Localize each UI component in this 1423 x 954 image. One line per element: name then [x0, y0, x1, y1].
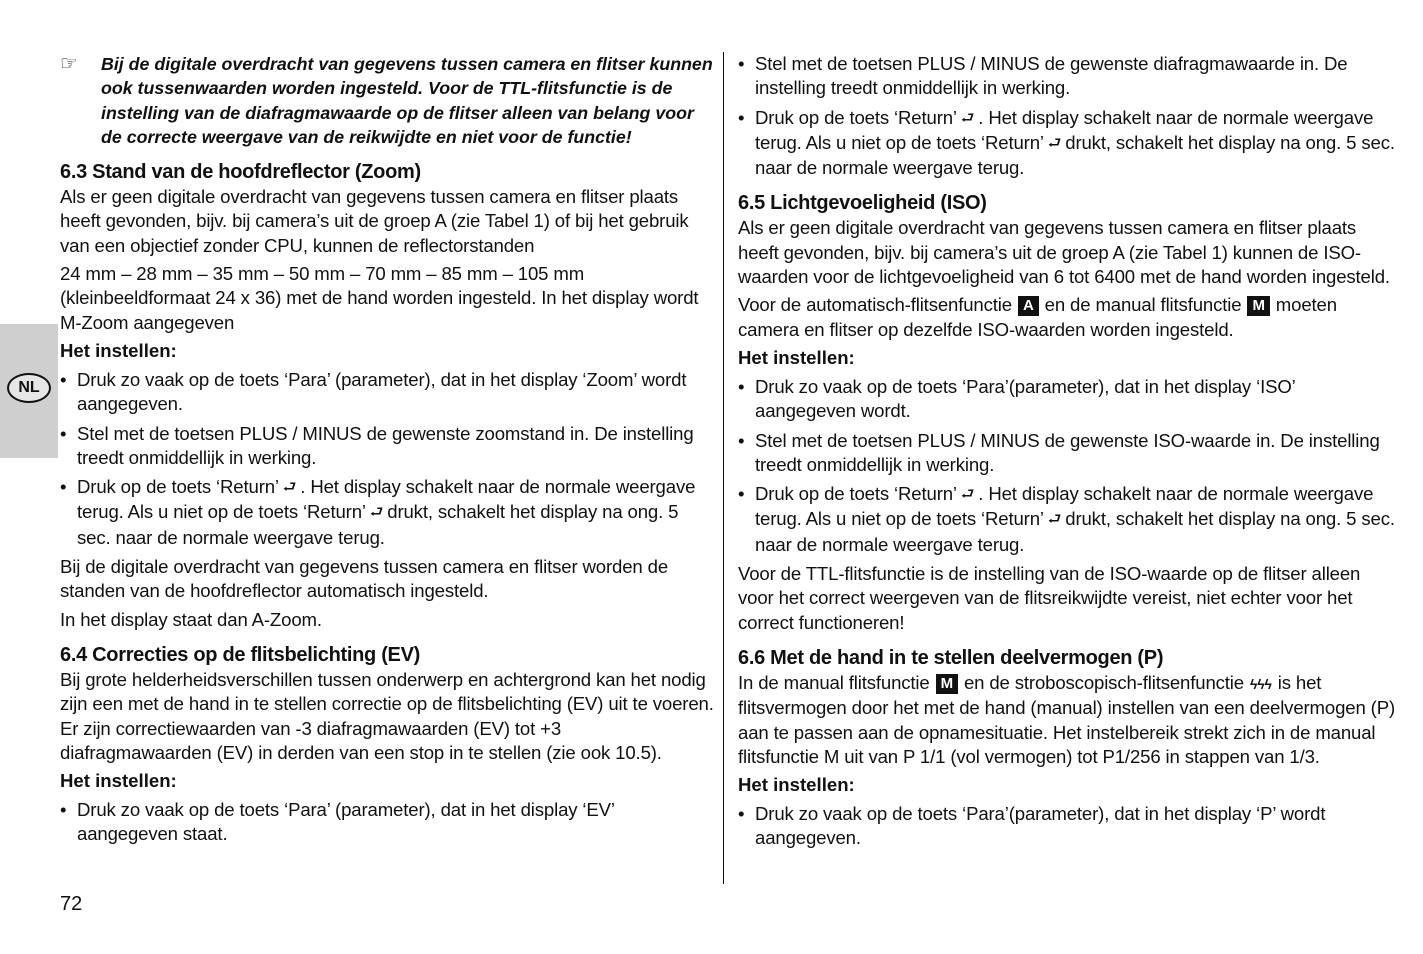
return-key-icon: ⮐: [1047, 134, 1062, 152]
list-item: • Stel met de toetsen PLUS / MINUS de gewenste zoomstand in. De instelling treedt onmiddellijk in werking.: [60, 422, 716, 471]
section-6-6-steps: [738, 802, 1398, 851]
continued-steps: [738, 52, 1398, 180]
section-6-5-steps: [738, 375, 1398, 557]
list-item-text: . Het display schakelt naar de normale weergave terug. Als u niet op de toets ‘Return’: [755, 106, 1374, 153]
section-6-5-title: 6.5 Lichtgevoeligheid (ISO): [738, 192, 987, 215]
section-6-6-paragraph-1: [738, 671, 1398, 769]
return-key-icon: ⮐: [282, 479, 297, 497]
section-6-3-paragraph-3: Bij de digitale overdracht van gegevens tussen camera en flitser worden de standen van de hoofdreflector automatisch ingesteld.: [60, 556, 669, 602]
list-item-text: . Het display schakelt naar de normale weergave terug. Als u niet op de toets ‘Return’: [755, 483, 1374, 530]
list-item: • Druk zo vaak op de toets ‘Para’ (parameter), dat in het display ‘EV’ aangegeven staat.: [60, 798, 716, 847]
list-item-text: . Het display schakelt naar de normale weergave terug. Als u niet op de toets ‘Return’: [77, 476, 696, 523]
section-6-4-steps: [60, 798, 716, 847]
paragraph-text: In de manual flitsfunctie: [738, 671, 930, 693]
section-6-5-paragraph-2: [738, 293, 1398, 342]
note-paragraph: [60, 52, 716, 149]
list-item: [738, 482, 1398, 557]
right-column: [738, 52, 1398, 856]
section-6-3-paragraph-2: 24 mm – 28 mm – 35 mm – 50 mm – 70 mm – 85 mm – 105 mm (kleinbeeldformaat 24 x 36) met de hand worden ingesteld. In het display wordt M-Zoom aangegeven: [60, 263, 699, 333]
paragraph-text: moeten camera en flitser op dezelfde ISO-waarden worden ingesteld.: [738, 294, 1337, 340]
note-text: Bij de digitale overdracht van gegevens tussen camera en flitser kunnen ook tussenwaarden worden ingesteld. Voor de TTL-flitsfunctie is de instelling van de diafragmawaarde op de flitser alleen van belang voor de correcte weergave van de reikwijdte en niet voor de functie!: [101, 54, 713, 147]
section-6-5-paragraph-1: Als er geen digitale overdracht van gegevens tussen camera en flitser plaats heeft gevonden, bijv. bij camera’s uit de groep A (zie Tabel 1) kunnen de ISO-waarden voor de lichtgevoeligheid van 6 tot 6400 met de hand worden ingesteld.: [738, 217, 1390, 288]
list-item: [738, 106, 1398, 181]
paragraph-text: en de manual flitsfunctie: [1044, 294, 1242, 316]
list-item-text: drukt, schakelt het display na ong. 5 sec. naar de normale weergave terug.: [755, 131, 1395, 179]
list-item: • Stel met de toetsen PLUS / MINUS de gewenste ISO-waarde in. De instelling treedt onmiddellijk in werking.: [738, 429, 1398, 478]
stroboscopic-flash-icon: ϟϟϟ: [1249, 675, 1272, 692]
section-6-5-subheading: Het instellen:: [738, 346, 855, 368]
return-key-icon: ⮐: [1047, 511, 1062, 529]
list-item: • Stel met de toetsen PLUS / MINUS de gewenste diafragmawaarde in. De instelling treedt onmiddellijk in werking.: [738, 52, 1398, 101]
return-key-icon: ⮐: [960, 109, 975, 127]
paragraph-text: en de stroboscopisch-flitsenfunctie: [963, 671, 1244, 693]
paragraph-text: Voor de automatisch-flitsenfunctie: [738, 294, 1012, 316]
manual-flash-mode-icon: M: [936, 674, 958, 694]
list-item: [60, 475, 716, 550]
list-item-text: Druk op de toets ‘Return’: [755, 483, 957, 505]
page-number: 72: [60, 893, 83, 915]
section-6-3-title: 6.3 Stand van de hoofdreflector (Zoom): [60, 161, 421, 184]
column-divider: [723, 52, 724, 884]
list-item-text: Druk op de toets ‘Return’: [755, 106, 957, 128]
list-item: • Druk zo vaak op de toets ‘Para’(parameter), dat in het display ‘P’ wordt aangegeven.: [738, 802, 1398, 851]
return-key-icon: ⮐: [369, 504, 384, 522]
section-6-3-paragraph-1: Als er geen digitale overdracht van gegevens tussen camera en flitser plaats heeft gevonden, bijv. bij camera’s uit de groep A (zie Tabel 1) of bij het gebruik van een objectief zonder CPU, kunnen de reflectorstanden: [60, 186, 689, 256]
manual-flash-mode-icon: M: [1247, 296, 1269, 316]
section-6-5-paragraph-3: Voor de TTL-flitsfunctie is de instelling van de ISO-waarde op de flitser alleen voor het correct weergeven van de flitsreikwijdte vereist, niet echter voor het correct functioneren!: [738, 563, 1361, 633]
return-key-icon: ⮐: [960, 486, 975, 504]
paragraph-text: is het flitsvermogen door het met de hand (manual) instellen van een deelvermogen (P) aan te passen aan de opnamesituatie. Het instelbereik strekt zich in de manual flitsfunctie M uit van P 1/1 (vol vermogen) tot P1/256 in stappen van 1/3.: [738, 671, 1396, 767]
section-6-6-subheading: Het instellen:: [738, 774, 855, 796]
list-item-text: drukt, schakelt het display na ong. 5 sec. naar de normale weergave terug.: [77, 501, 679, 548]
list-item: • Druk zo vaak op de toets ‘Para’ (parameter), dat in het display ‘Zoom’ wordt aangegeven.: [60, 368, 716, 417]
section-6-4-subheading: Het instellen:: [60, 770, 177, 792]
list-item: • Druk zo vaak op de toets ‘Para’(parameter), dat in het display ‘ISO’ aangegeven wordt.: [738, 375, 1398, 424]
list-item-text: drukt, schakelt het display na ong. 5 sec. naar de normale weergave terug.: [755, 508, 1395, 555]
language-badge: NL: [7, 373, 51, 403]
pointing-hand-icon: ☞: [60, 53, 78, 75]
list-item-text: Druk op de toets ‘Return’: [77, 476, 279, 498]
section-6-6-title: 6.6 Met de hand in te stellen deelvermogen (P): [738, 646, 1164, 669]
section-6-3-paragraph-4: In het display staat dan A-Zoom.: [60, 608, 322, 630]
section-6-4-title: 6.4 Correcties op de flitsbelichting (EV): [60, 643, 420, 666]
section-6-3-subheading: Het instellen:: [60, 339, 177, 361]
section-6-3-steps: [60, 368, 716, 550]
auto-flash-mode-icon: A: [1018, 296, 1039, 316]
section-6-4-paragraph-1: Bij grote helderheidsverschillen tussen onderwerp en achtergrond kan het nodig zijn een met de hand in te stellen correctie op de flitsbelichting (EV) uit te voeren. Er zijn correctiewaarden van -3 diafragmawaarden (EV) tot +3 diafragmawaarden (EV) in derden van een stop in te stellen (zie ook 10.5).: [60, 668, 714, 763]
left-column: [60, 52, 716, 852]
